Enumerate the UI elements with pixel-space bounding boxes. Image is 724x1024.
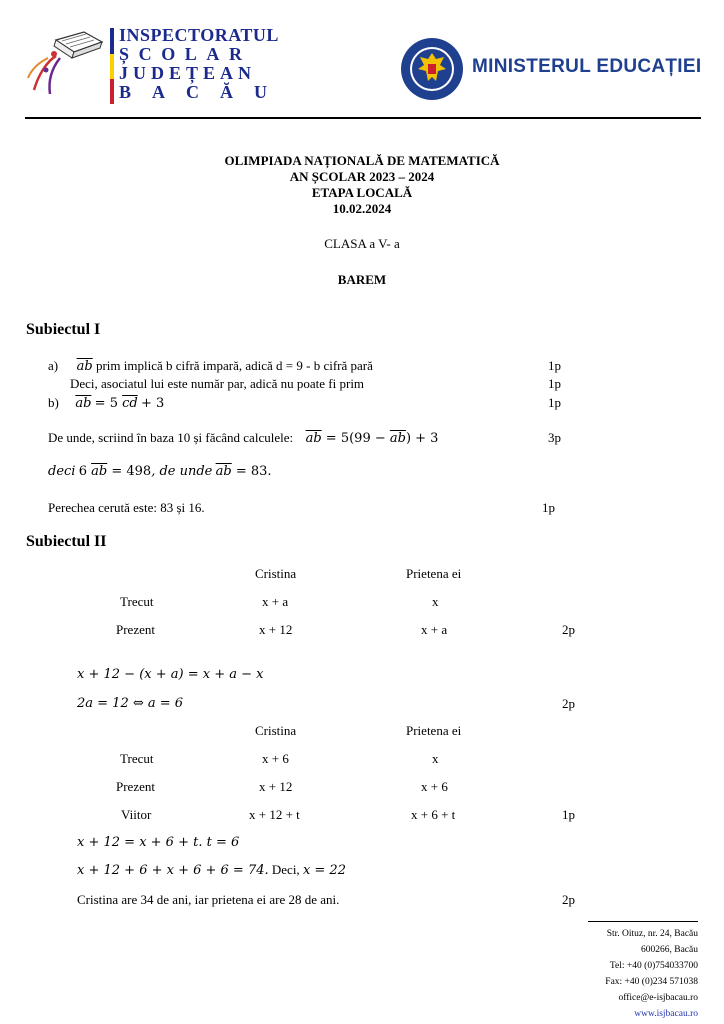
t2-cell: x + 12 + t: [249, 807, 300, 822]
t2-cell: x + 6: [262, 751, 289, 766]
t1-cell: x + 12: [259, 622, 293, 637]
t1-row-label: Trecut: [120, 594, 154, 609]
t1-head-cristina: Cristina: [255, 566, 297, 581]
title-line-3: ETAPA LOCALĂ: [311, 185, 413, 200]
t2-row-label: Trecut: [120, 751, 154, 766]
s1-calc-intro: De unde, scriind în baza 10 și făcând calculele:: [48, 430, 294, 445]
s1-calc-line: De unde, scriind în baza 10 și făcând calculele: $\overline{ab} = 5(99 - \overline{ab}) + 3$: [48, 430, 439, 446]
s2-eq2: 2a = 12 ⇔ a = 6: [77, 696, 184, 711]
s1-b-line: b) $\overline{ab} = 5$ $\overline{cd} + 3$: [48, 395, 165, 411]
isj-line-4: BACĂU: [119, 82, 289, 102]
t1-row-label: Prezent: [116, 622, 155, 637]
s2-eq4-text: Deci,: [268, 862, 303, 877]
footer-divider: [588, 921, 698, 922]
header-divider: [25, 117, 701, 119]
isj-line-3: JUDEȚEAN: [119, 63, 257, 83]
s2-eq2-points: 2p: [562, 696, 575, 711]
s2-final: Cristina are 34 de ani, iar prietena ei are 28 de ani.: [77, 892, 340, 907]
ab-var: $\overline{ab}$: [75, 396, 92, 411]
s1-a1-points: 1p: [548, 358, 561, 373]
s1-answer-points: 1p: [542, 500, 555, 515]
t1-points: 2p: [562, 622, 575, 637]
s2-eq4-line: [77, 862, 346, 878]
isj-logo: [26, 25, 289, 106]
ministry-logo: [400, 37, 700, 101]
t2-head-prietena: Prietena ei: [406, 723, 462, 738]
s1-deci-mid: , de unde: [151, 464, 213, 479]
t2-row-label: Prezent: [116, 779, 155, 794]
doc-title: BAREM: [337, 272, 387, 287]
s1-a-line2: Deci, asociatul lui este număr par, adică nu poate fi prim: [70, 376, 365, 391]
cd-var: $\overline{cd}$: [122, 396, 138, 411]
title-block: [0, 153, 724, 217]
ab-var: $\overline{ab}$: [305, 431, 322, 446]
t1-cell: x + a: [421, 622, 448, 637]
s1-answer: Perechea cerută este: 83 și 16.: [48, 500, 205, 515]
ab-var: $\overline{ab}$: [389, 431, 406, 446]
t2-head-cristina: Cristina: [255, 723, 297, 738]
s1-calc-points: 3p: [548, 430, 561, 445]
isj-line-1: INSPECTORATUL: [119, 25, 279, 45]
footer-phone: Tel: +40 (0)754033700: [609, 961, 698, 971]
footer-email[interactable]: office@e-isjbacau.ro: [618, 993, 698, 1003]
s1-deci-line: deci 6 $\overline{ab} = 498$, de unde $\overline{ab} = 83$.: [48, 464, 272, 479]
s1-a1-text: prim implică b cifră impară, adică d = 9 - b cifră pară: [92, 358, 373, 373]
s1-b-points: 1p: [548, 395, 561, 410]
s1-deci-word: deci: [48, 464, 76, 479]
t2-points: 1p: [562, 807, 575, 822]
t2-cell: x: [432, 751, 439, 766]
s1-a-line1: [48, 358, 373, 374]
t2-cell: x + 12: [259, 779, 293, 794]
title-line-2: AN ȘCOLAR 2023 – 2024: [289, 169, 435, 184]
s1-b-label: b): [48, 395, 59, 410]
s1-a2-points: 1p: [548, 376, 561, 391]
footer-website-link[interactable]: www.isjbacau.ro: [634, 1009, 698, 1019]
s2-eq4-end: x = 22: [302, 863, 346, 878]
ab-var: $\overline{ab}$: [91, 464, 108, 479]
ministry-name: MINISTERUL EDUCAȚIEI: [472, 56, 702, 77]
t1-head-prietena: Prietena ei: [406, 566, 462, 581]
title-line-4: 10.02.2024: [332, 201, 392, 216]
footer-fax: Fax: +40 (0)234 571038: [605, 977, 698, 987]
s2-eq3: x + 12 = x + 6 + t. t = 6: [77, 835, 240, 850]
title-line-1: OLIMPIADA NAȚIONALĂ DE MATEMATICĂ: [224, 153, 500, 168]
s2-eq1: x + 12 − (x + a) = x + a − x: [77, 667, 264, 682]
t1-cell: x + a: [262, 594, 289, 609]
class-label: CLASA a V- a: [324, 236, 400, 251]
ab-var: $\overline{ab}$: [76, 359, 93, 374]
t2-row-label: Viitor: [121, 807, 152, 822]
ab-var: $\overline{ab}$: [215, 464, 232, 479]
footer-contact: [605, 926, 698, 1022]
t2-cell: x + 6 + t: [411, 807, 456, 822]
isj-line-2: ȘCOLAR: [119, 44, 252, 64]
s1-heading: Subiectul I: [26, 321, 101, 338]
t1-cell: x: [432, 594, 439, 609]
s2-final-points: 2p: [562, 892, 575, 907]
s2-eq4-math: x + 12 + 6 + x + 6 + 6 = 74.: [77, 863, 269, 878]
flag-stripes: [110, 28, 114, 104]
footer-address: Str. Oituz, nr. 24, Bacău: [606, 929, 698, 939]
government-seal-icon: [400, 37, 464, 101]
s2-heading: Subiectul II: [26, 533, 107, 550]
s1-a-label: a): [48, 358, 59, 373]
footer-postal: 600266, Bacău: [641, 945, 698, 955]
t2-cell: x + 6: [421, 779, 448, 794]
open-book-icon: [26, 28, 106, 98]
